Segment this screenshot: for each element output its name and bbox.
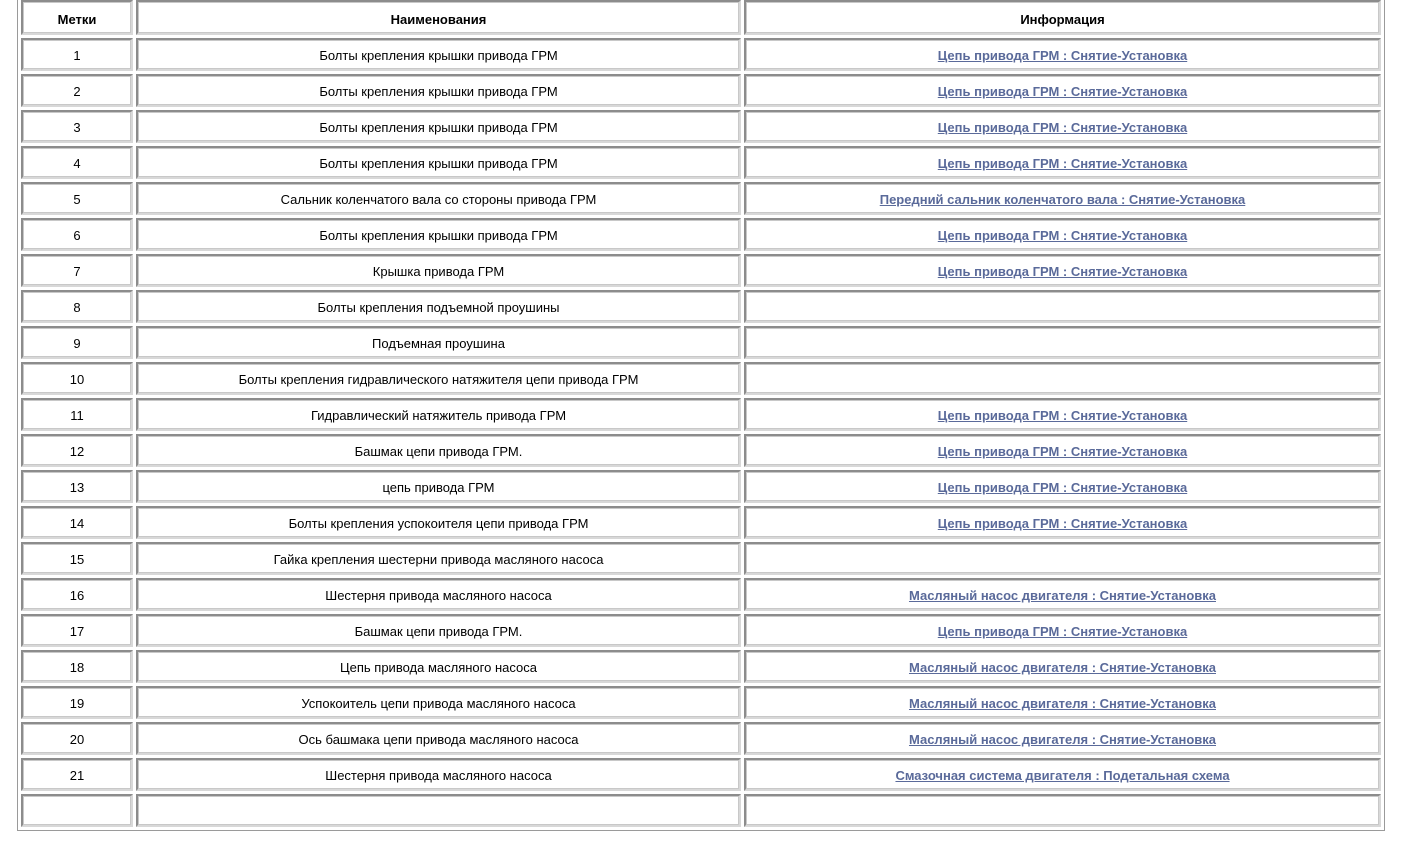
row-mark: 16 — [21, 578, 133, 611]
table-row — [21, 506, 1381, 539]
header-info: Информация — [744, 0, 1381, 35]
row-name: Подъемная проушина — [136, 326, 741, 359]
row-name: Болты крепления крышки привода ГРМ — [136, 218, 741, 251]
row-mark: 5 — [21, 182, 133, 215]
row-mark: 14 — [21, 506, 133, 539]
table-row — [21, 218, 1381, 251]
table-row — [21, 722, 1381, 755]
row-mark: 9 — [21, 326, 133, 359]
row-mark: 4 — [21, 146, 133, 179]
info-link[interactable]: Цепь привода ГРМ : Снятие-Установка — [937, 516, 1188, 531]
row-name: Болты крепления крышки привода ГРМ — [136, 146, 741, 179]
info-link[interactable]: Передний сальник коленчатого вала : Снятие-Установка — [879, 192, 1246, 207]
row-name: Гидравлический натяжитель привода ГРМ — [136, 398, 741, 431]
info-link[interactable]: Смазочная система двигателя : Подетальная схема — [895, 768, 1230, 783]
row-mark: 20 — [21, 722, 133, 755]
row-info-cell — [744, 758, 1381, 791]
table-row — [21, 794, 1381, 827]
table-row — [21, 650, 1381, 683]
row-name: Успокоитель цепи привода масляного насоса — [136, 686, 741, 719]
info-link[interactable]: Цепь привода ГРМ : Снятие-Установка — [937, 228, 1188, 243]
row-mark: 15 — [21, 542, 133, 575]
row-mark: 7 — [21, 254, 133, 287]
info-link[interactable]: Масляный насос двигателя : Снятие-Установка — [908, 588, 1216, 603]
table-row — [21, 146, 1381, 179]
row-info-cell — [744, 182, 1381, 215]
row-name: Башмак цепи привода ГРМ. — [136, 614, 741, 647]
row-info-cell — [744, 38, 1381, 71]
row-info-cell — [744, 470, 1381, 503]
header-mark: Метки — [21, 0, 133, 35]
row-mark: 17 — [21, 614, 133, 647]
row-info-cell — [744, 254, 1381, 287]
row-name: Башмак цепи привода ГРМ. — [136, 434, 741, 467]
table-row — [21, 686, 1381, 719]
row-info-cell — [744, 146, 1381, 179]
row-mark — [21, 794, 133, 827]
row-mark: 19 — [21, 686, 133, 719]
info-link[interactable]: Масляный насос двигателя : Снятие-Установка — [908, 732, 1216, 747]
row-name: Шестерня привода масляного насоса — [136, 758, 741, 791]
row-mark: 2 — [21, 74, 133, 107]
row-name: Крышка привода ГРМ — [136, 254, 741, 287]
info-link[interactable]: Цепь привода ГРМ : Снятие-Установка — [937, 480, 1188, 495]
header-name: Наименования — [136, 0, 741, 35]
row-mark: 10 — [21, 362, 133, 395]
row-info-cell — [744, 722, 1381, 755]
info-link[interactable]: Цепь привода ГРМ : Снятие-Установка — [937, 120, 1188, 135]
row-name: Болты крепления успокоителя цепи привода ГРМ — [136, 506, 741, 539]
table-row — [21, 182, 1381, 215]
row-info-cell — [744, 362, 1381, 395]
table-row — [21, 326, 1381, 359]
row-mark: 11 — [21, 398, 133, 431]
row-mark: 21 — [21, 758, 133, 791]
info-link[interactable]: Цепь привода ГРМ : Снятие-Установка — [937, 264, 1188, 279]
row-info-cell — [744, 542, 1381, 575]
table-row — [21, 110, 1381, 143]
row-info-cell — [744, 650, 1381, 683]
table-row — [21, 398, 1381, 431]
row-info-cell — [744, 74, 1381, 107]
table-body — [21, 38, 1381, 827]
table-row — [21, 758, 1381, 791]
row-name: Ось башмака цепи привода масляного насоса — [136, 722, 741, 755]
row-mark: 3 — [21, 110, 133, 143]
info-link[interactable]: Цепь привода ГРМ : Снятие-Установка — [937, 48, 1188, 63]
row-info-cell — [744, 578, 1381, 611]
row-mark: 8 — [21, 290, 133, 323]
row-name — [136, 794, 741, 827]
table-row — [21, 578, 1381, 611]
row-name: цепь привода ГРМ — [136, 470, 741, 503]
row-name: Цепь привода масляного насоса — [136, 650, 741, 683]
row-mark: 18 — [21, 650, 133, 683]
row-info-cell — [744, 290, 1381, 323]
info-link[interactable]: Цепь привода ГРМ : Снятие-Установка — [937, 624, 1188, 639]
table-row — [21, 74, 1381, 107]
row-info-cell — [744, 218, 1381, 251]
row-name: Болты крепления подъемной проушины — [136, 290, 741, 323]
row-name: Сальник коленчатого вала со стороны привода ГРМ — [136, 182, 741, 215]
info-link[interactable]: Масляный насос двигателя : Снятие-Установка — [908, 660, 1216, 675]
table-row — [21, 254, 1381, 287]
info-link[interactable]: Цепь привода ГРМ : Снятие-Установка — [937, 408, 1188, 423]
header-row — [21, 0, 1381, 35]
row-name: Болты крепления крышки привода ГРМ — [136, 110, 741, 143]
row-name: Шестерня привода масляного насоса — [136, 578, 741, 611]
table-row — [21, 434, 1381, 467]
info-link[interactable]: Масляный насос двигателя : Снятие-Установка — [908, 696, 1216, 711]
row-info-cell — [744, 110, 1381, 143]
row-info-cell — [744, 686, 1381, 719]
table-row — [21, 290, 1381, 323]
row-name: Гайка крепления шестерни привода масляного насоса — [136, 542, 741, 575]
parts-table — [17, 0, 1385, 831]
row-mark: 1 — [21, 38, 133, 71]
table-row — [21, 614, 1381, 647]
info-link[interactable]: Цепь привода ГРМ : Снятие-Установка — [937, 444, 1188, 459]
row-info-cell — [744, 326, 1381, 359]
table-row — [21, 38, 1381, 71]
row-info-cell — [744, 506, 1381, 539]
row-info-cell — [744, 614, 1381, 647]
row-mark: 6 — [21, 218, 133, 251]
table-row — [21, 362, 1381, 395]
info-link[interactable]: Цепь привода ГРМ : Снятие-Установка — [937, 156, 1188, 171]
table-row — [21, 542, 1381, 575]
table-row — [21, 470, 1381, 503]
row-info-cell — [744, 434, 1381, 467]
row-info-cell — [744, 794, 1381, 827]
row-name: Болты крепления гидравлического натяжителя цепи привода ГРМ — [136, 362, 741, 395]
row-name: Болты крепления крышки привода ГРМ — [136, 74, 741, 107]
row-name: Болты крепления крышки привода ГРМ — [136, 38, 741, 71]
row-info-cell — [744, 398, 1381, 431]
row-mark: 12 — [21, 434, 133, 467]
row-mark: 13 — [21, 470, 133, 503]
info-link[interactable]: Цепь привода ГРМ : Снятие-Установка — [937, 84, 1188, 99]
